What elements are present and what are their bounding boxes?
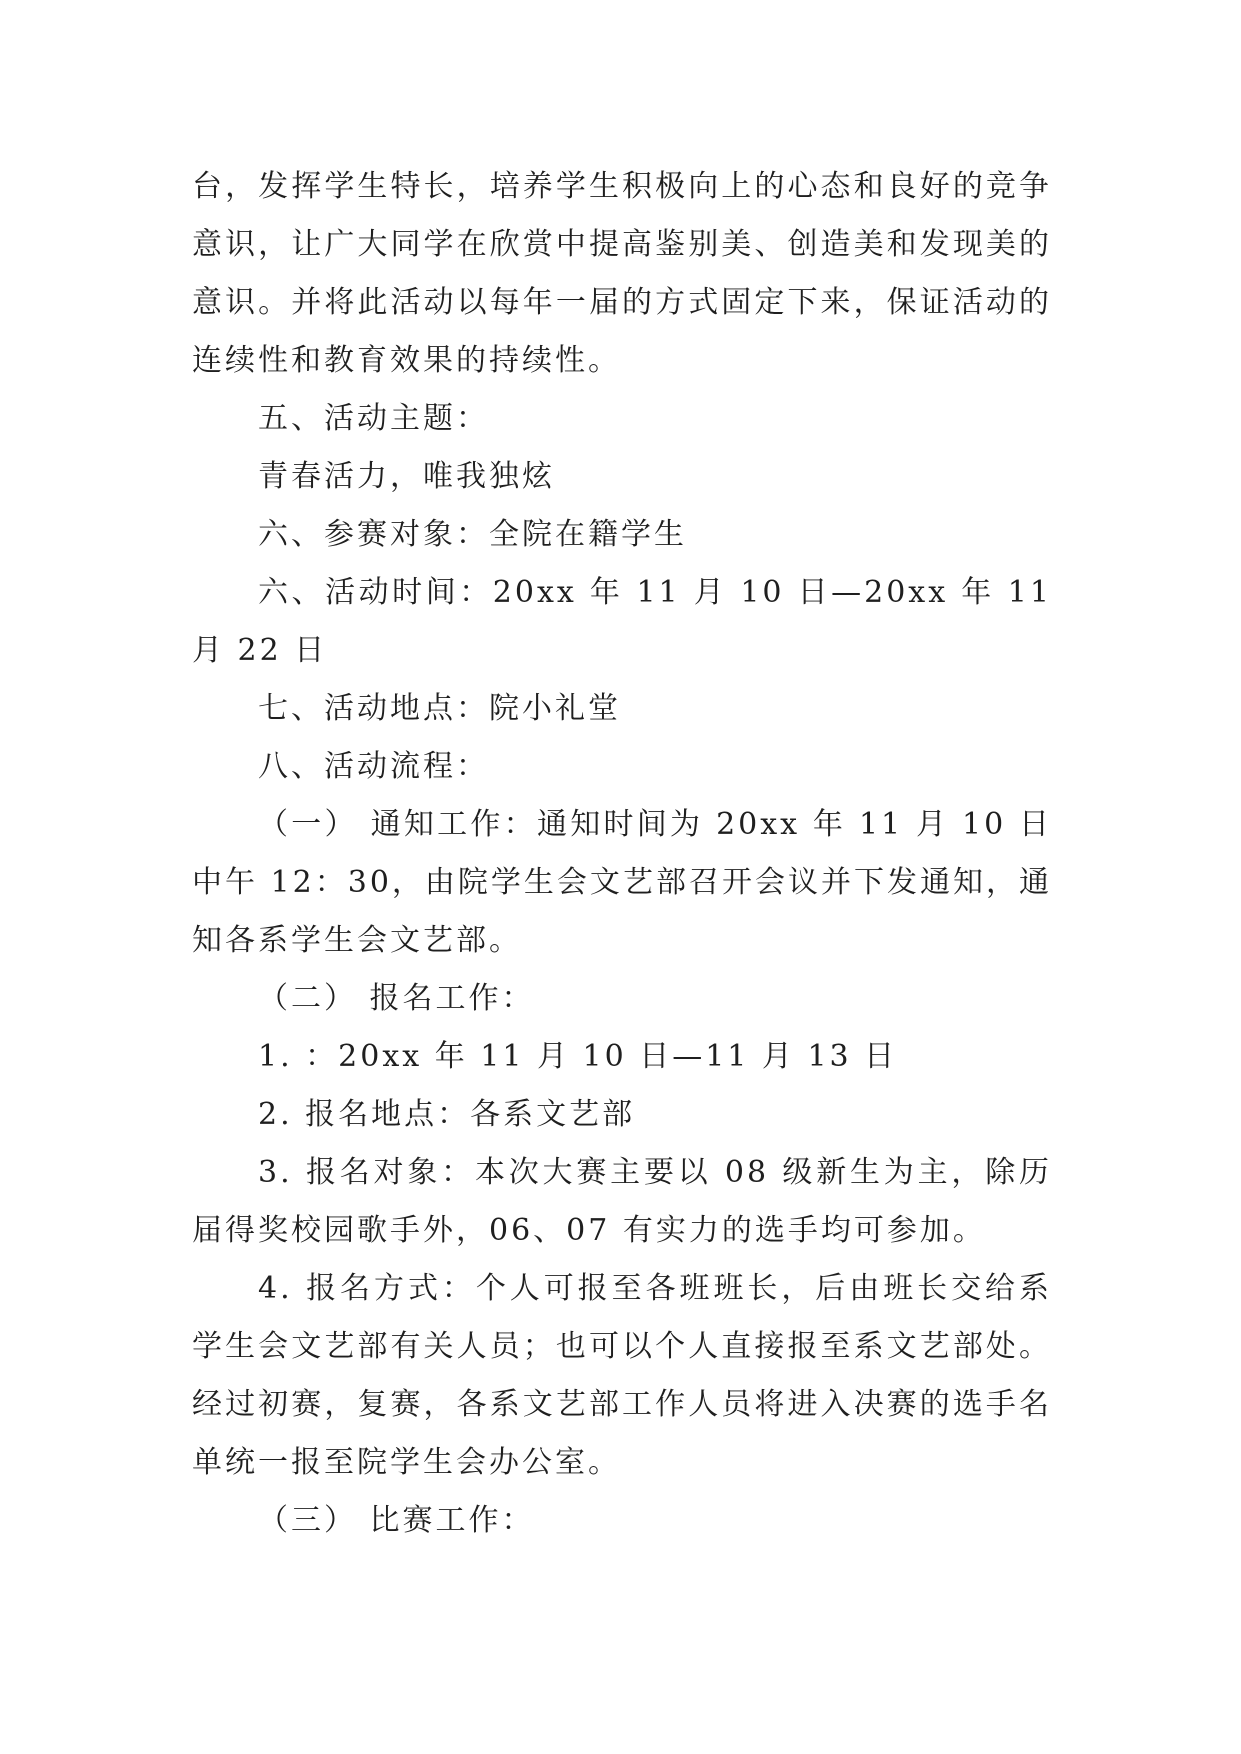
heading-registration-work: （二） 报名工作： [258, 981, 535, 1016]
list-item-registration-target: 3. 报名对象：本次大赛主要以 08 级新生为主，除历届得奖校园歌手外，06、07 有实力的选手均可参加。 [192, 1155, 1052, 1248]
paragraph-theme-slogan: 青春活力，唯我独炫 [258, 459, 555, 494]
heading-activity-theme: 五、活动主题： [258, 401, 489, 436]
heading-activity-process: 八、活动流程： [258, 749, 489, 784]
list-item-registration-time: 1. ：20xx 年 11 月 10 日—11 月 13 日 [258, 1039, 898, 1074]
paragraph-purpose-continued: 台，发挥学生特长，培养学生积极向上的心态和良好的竞争意识，让广大同学在欣赏中提高鉴别美、创造美和发现美的意识。并将此活动以每年一届的方式固定下来，保证活动的连续性和教育效果的持续性。 [192, 169, 1052, 378]
document-body [192, 158, 1052, 1550]
heading-competition-work: （三） 比赛工作： [258, 1503, 535, 1538]
paragraph-activity-time: 六、活动时间：20xx 年 11 月 10 日—20xx 年 11 月 22 日 [192, 575, 1052, 668]
list-item-registration-method: 4. 报名方式：个人可报至各班班长，后由班长交给系学生会文艺部有关人员；也可以个人直接报至系文艺部处。经过初赛，复赛，各系文艺部工作人员将进入决赛的选手名单统一报至院学生会办公室。 [192, 1271, 1052, 1480]
paragraph-notice-work: （一） 通知工作：通知时间为 20xx 年 11 月 10 日中午 12：30，由院学生会文艺部召开会议并下发通知，通知各系学生会文艺部。 [192, 807, 1052, 958]
paragraph-participants: 六、参赛对象：全院在籍学生 [258, 517, 687, 552]
list-item-registration-location: 2. 报名地点：各系文艺部 [258, 1097, 636, 1132]
paragraph-activity-location: 七、活动地点：院小礼堂 [258, 691, 621, 726]
